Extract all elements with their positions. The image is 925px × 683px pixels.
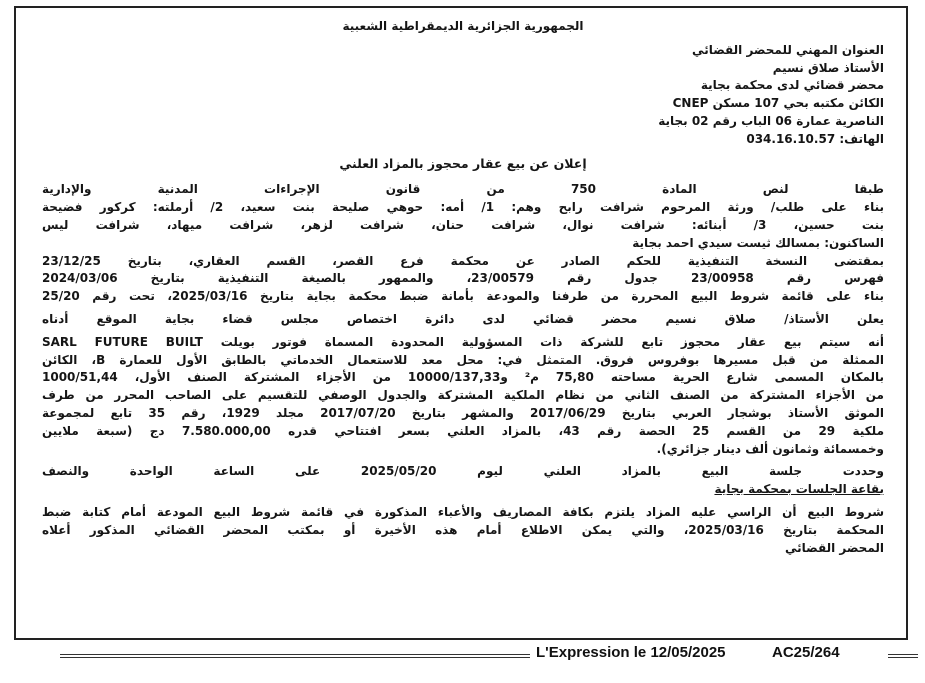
text-line: بناء على طلب/ ورثة المرحوم شرافت رابح وهم: 1/ أمه: حوهي صليحة بنت سعيد، 2/ أرملته: كركور فضيحة — [42, 200, 884, 215]
footer-rule — [888, 654, 918, 658]
notice-reference: AC25/264 — [772, 644, 840, 661]
paragraph-auction-session — [42, 463, 884, 499]
footer-rule — [60, 654, 530, 658]
text-line: بقاعة الجلسات بمحكمة بجاية — [714, 482, 884, 497]
publication-footer — [0, 642, 925, 672]
text-line: ملكية 29 من القسم 25 الحصة رقم 43، بالمزاد العلني بسعر افتتاحي قدره 7.580.000,00 دج (سبعة ملايين — [42, 423, 884, 438]
text-line: بالمكان المسمى شارع الحرية مساحته 75,80 م² و10000/137,33 من الأجزاء المشتركة الصنف الأول، 1000/51,44 — [42, 370, 884, 385]
text-line: وحددت جلسة البيع بالمزاد العلني ليوم 2025/05/20 على الساعة الواحدة والنصف — [42, 464, 884, 479]
text-line: شروط البيع أن الراسي عليه المزاد يلتزم بكافة المصاريف والأعباء المذكورة في قائمة شروط البيع المودعة أمام كتابة ضبط — [42, 504, 884, 519]
bailiff-office-block — [42, 42, 884, 149]
signature-label: المحضر القضائي — [784, 540, 884, 555]
office-line: العنوان المهني للمحضر القضائي — [692, 42, 884, 57]
text-line: بمقتضى النسخة التنفيذية للحكم الصادر عن محكمة فرع القصر، القسم العقاري، بتاريخ 23/12/25 — [42, 253, 884, 268]
legal-notice — [14, 6, 908, 640]
text-line: يعلن الأستاذ/ صلاق نسيم محضر قضائي لدى دائرة اختصاص مجلس قضاء بجاية الموقع أدناه — [42, 311, 884, 326]
text-line: فهرس رقم 23/00958 جدول رقم 23/00579، والممهور بالصيغة التنفيذية بتاريخ 2024/03/06 — [42, 271, 884, 286]
office-line: محضر قضائي لدى محكمة بجاية — [700, 78, 884, 93]
paragraph-conditions — [42, 504, 884, 557]
office-line: الناصرية عمارة 06 الباب رقم 02 بجاية — [658, 113, 884, 128]
text-line: وخمسمائة وثمانون ألف دينار جزائري). — [656, 441, 884, 456]
office-line: الأستاذ صلاق نسيم — [772, 60, 884, 75]
paragraph-property — [42, 334, 884, 459]
text-line: الساكنون: بمسالك ثيست سيدي احمد بجاية — [632, 235, 884, 250]
text-line: المحكمة بتاريخ 2025/03/16، والتي يمكن الاطلاع أمام هذه الأخيرة أو بمكتب المحضر القضائي المذكور أعلاه — [42, 522, 884, 537]
text-line: الموثق الأستاذ بوشجار العربي بتاريخ 2017/06/29 والمشهر بتاريخ 2017/07/20 مجلد 1929، رقم 35 تابع لمجموعة — [42, 405, 884, 420]
text-line: أنه سيتم بيع عقار محجوز تابع للشركة ذات المسؤولية المحدودة المسماة فوتور بويلت SARL FUTURE BUILT — [42, 334, 884, 349]
paragraph-announcement — [42, 311, 884, 329]
office-line: الكائن مكتبه بحي 107 مسكن CNEP — [672, 96, 884, 111]
paragraph-legal-basis — [42, 181, 884, 306]
republic-header: الجمهورية الجزائرية الديمقراطية الشعبية — [342, 19, 584, 33]
notice-heading: إعلان عن بيع عقار محجوز بالمزاد العلني — [339, 155, 587, 171]
office-line: الهاتف: 034.16.10.57 — [746, 131, 884, 146]
text-line: بنت حسين، 3/ أبنائه: شرافت نوال، شرافت حنان، شرافت لزهر، شرافت ميهاد، شرافت ليس — [42, 217, 884, 232]
text-line: من الأجزاء المشتركة من الصنف الثاني من نظام الملكية المشتركة والجدول الوصفي للتقسيم على الصاحب المحرر من طرف — [42, 388, 884, 403]
text-line: بناء على قائمة شروط البيع المحررة من طرفنا والمودعة بأمانة ضبط محكمة بجاية بتاريخ 2025/03/16، تحت رقم 25/20 — [42, 289, 884, 304]
text-line: الممثلة من قبل مسيرها بوفروس فروق. المتمثل في: محل معد للاستعمال الخدماتي بالطابق الأول للعمارة B، الكائن — [42, 352, 884, 367]
publication-date: L'Expression le 12/05/2025 — [536, 644, 726, 661]
text-line: طبقا لنص المادة 750 من قانون الإجراءات المدنية والإدارية — [42, 182, 884, 197]
